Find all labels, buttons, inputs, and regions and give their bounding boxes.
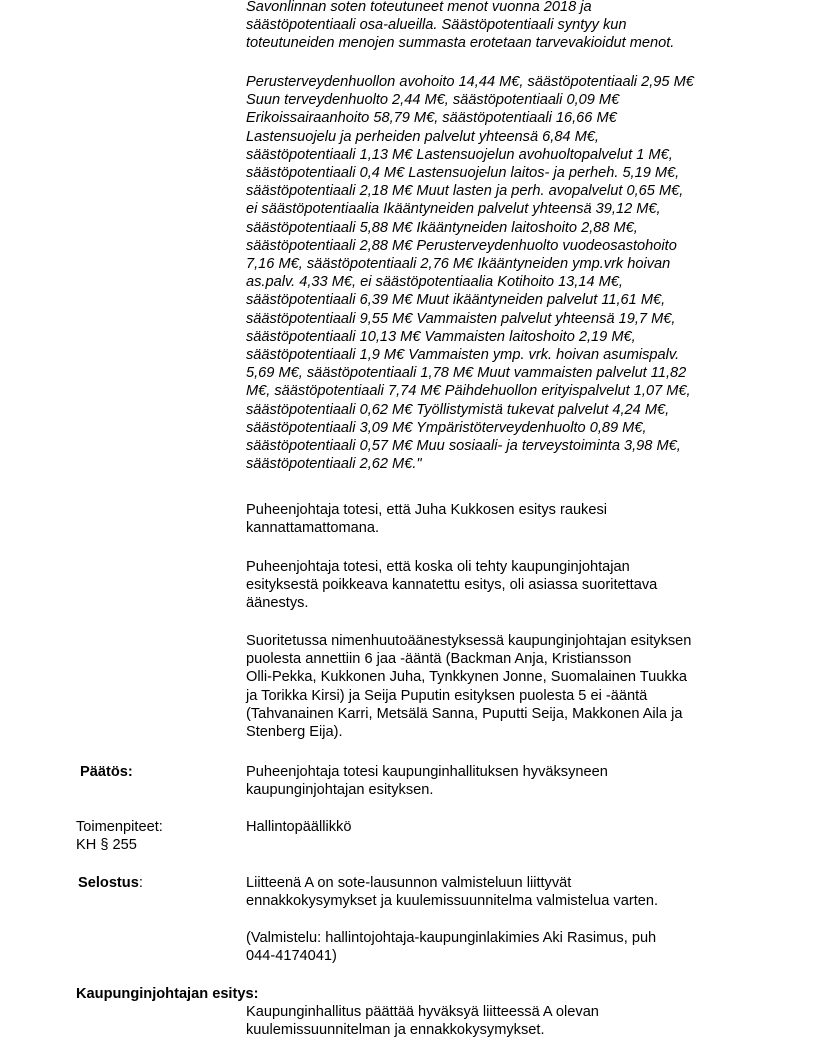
- text-line: (Tahvanainen Karri, Metsälä Sanna, Puputti Seija, Makkonen Aila ja: [246, 705, 683, 722]
- text-line: säästöpotentiaali osa-alueilla. Säästöpotentiaali syntyy kun: [246, 17, 627, 34]
- toimenpiteet-label: [76, 818, 163, 854]
- text-line: säästöpotentiaali 2,88 M€ Perusterveydenhuolto vuodeosastohoito: [246, 237, 677, 254]
- text-line: esityksestä poikkeava kannatettu esitys, oli asiassa suoritettava: [246, 577, 658, 594]
- text-line: ja Torikka Kirsi) ja Seija Puputin esityksen puolesta 5 ei -ääntä: [246, 687, 648, 704]
- text-line: äänestys.: [246, 595, 309, 612]
- kaupunginjohtajan-esitys-label: Kaupunginjohtajan esitys:: [76, 986, 259, 1002]
- text-line: säästöpotentiaali 5,88 M€ Ikääntyneiden laitoshoito 2,88 M€,: [246, 219, 638, 236]
- paatos-text: [246, 763, 766, 799]
- text-line: 7,16 M€, säästöpotentiaali 2,76 M€ Ikääntyneiden ymp.vrk hoivan: [246, 256, 671, 273]
- text-line: säästöpotentiaali 2,18 M€ Muut lasten ja perh. avopalvelut 0,65 M€,: [246, 183, 684, 200]
- paragraph-aanestystulos: [246, 632, 766, 741]
- budget-paragraph: [246, 73, 766, 473]
- text-line: ei säästöpotentiaalia Ikääntyneiden palvelut yhteensä 39,12 M€,: [246, 201, 661, 218]
- text-line: Savonlinnan soten toteutuneet menot vuonna 2018 ja: [246, 0, 592, 15]
- text-line: (Valmistelu: hallintojohtaja-kaupunginlakimies Aki Rasimus, puh: [246, 930, 657, 946]
- text-line: Olli-Pekka, Kukkonen Juha, Tynkkynen Jonne, Suomalainen Tuukka: [246, 669, 688, 686]
- valmistelu-text: [246, 929, 766, 965]
- text-line: säästöpotentiaali 0,57 M€ Muu sosiaali- ja terveystoiminta 3,98 M€,: [246, 438, 681, 455]
- text-line: Puheenjohtaja totesi kaupunginhallituksen hyväksyneen: [246, 764, 608, 780]
- text-line: Toimenpiteet:: [76, 819, 163, 835]
- text-line: M€, säästöpotentiaali 7,74 M€ Päihdehuollon erityispalvelut 1,07 M€,: [246, 383, 691, 400]
- text-line: as.palv. 4,33 M€, ei säästöpotentiaalia Kotihoito 13,14 M€,: [246, 274, 623, 291]
- text-line: säästöpotentiaali 6,39 M€ Muut ikääntyneiden palvelut 11,61 M€,: [246, 292, 666, 309]
- text-line: kannattamattomana.: [246, 520, 380, 537]
- intro-paragraph: [246, 0, 766, 53]
- text-line: Kaupunginhallitus päättää hyväksyä liitteessä A olevan: [246, 1004, 599, 1020]
- text-line: Suoritetussa nimenhuutoäänestyksessä kaupunginjohtajan esityksen: [246, 633, 692, 649]
- text-line: Stenberg Eija).: [246, 724, 343, 741]
- text-line: toteutuneiden menojen summasta erotetaan tarvevakioidut menot.: [246, 35, 675, 52]
- text-line: säästöpotentiaali 2,62 M€.": [246, 456, 422, 473]
- text-line: säästöpotentiaali 10,13 M€ Vammaisten laitoshoito 2,19 M€,: [246, 328, 636, 345]
- text-line: säästöpotentiaali 0,4 M€ Lastensuojelun laitos- ja perheh. 5,19 M€,: [246, 165, 680, 182]
- selostus-label-colon: :: [138, 875, 143, 891]
- selostus-text: [246, 874, 766, 910]
- text-line: säästöpotentiaali 1,9 M€ Vammaisten ymp. vrk. hoivan asumispalv.: [246, 347, 680, 364]
- paragraph-aanestys: [246, 558, 766, 613]
- text-line: Erikoissairaanhoito 58,79 M€, säästöpotentiaali 16,66 M€: [246, 110, 617, 127]
- text-line: Lastensuojelu ja perheiden palvelut yhteensä 6,84 M€,: [246, 128, 599, 145]
- text-line: Liitteenä A on sote-lausunnon valmisteluun liittyvät: [246, 875, 572, 891]
- text-line: puolesta annettiin 6 jaa -ääntä (Backman Anja, Kristiansson: [246, 651, 632, 668]
- text-line: säästöpotentiaali 9,55 M€ Vammaisten palvelut yhteensä 19,7 M€,: [246, 310, 676, 327]
- paragraph-rauke: [246, 501, 766, 537]
- text-line: säästöpotentiaali 1,13 M€ Lastensuojelun avohuoltopalvelut 1 M€,: [246, 146, 673, 163]
- text-line: säästöpotentiaali 0,62 M€ Työllistymistä tukevat palvelut 4,24 M€,: [246, 401, 670, 418]
- toimenpiteet-value: Hallintopäällikkö: [246, 819, 352, 835]
- kaupunginjohtajan-esitys-text: [246, 1003, 766, 1039]
- text-line: Puheenjohtaja totesi, että koska oli tehty kaupunginjohtajan: [246, 559, 630, 575]
- text-line: 5,69 M€, säästöpotentiaali 1,78 M€ Muut vammaisten palvelut 11,82: [246, 365, 687, 382]
- text-line: 044-4174041): [246, 948, 337, 965]
- text-line: Suun terveydenhuolto 2,44 M€, säästöpotentiaali 0,09 M€: [246, 92, 620, 109]
- text-line: Puheenjohtaja totesi, että Juha Kukkosen esitys raukesi: [246, 502, 608, 518]
- text-line: KH § 255: [76, 837, 137, 854]
- paatos-label: Päätös:: [80, 764, 133, 780]
- text-line: kuulemissuunnitelman ja ennakkokysymykset.: [246, 1022, 545, 1039]
- text-line: säästöpotentiaali 3,09 M€ Ympäristöterveydenhuolto 0,89 M€,: [246, 419, 647, 436]
- text-line: ennakkokysymykset ja kuulemissuunnitelma valmistelua varten.: [246, 893, 659, 910]
- selostus-label: [78, 874, 143, 892]
- selostus-label-text: Selostus: [78, 875, 139, 891]
- text-line: kaupunginjohtajan esityksen.: [246, 782, 434, 799]
- text-line: Perusterveydenhuollon avohoito 14,44 M€, säästöpotentiaali 2,95 M€: [246, 74, 694, 90]
